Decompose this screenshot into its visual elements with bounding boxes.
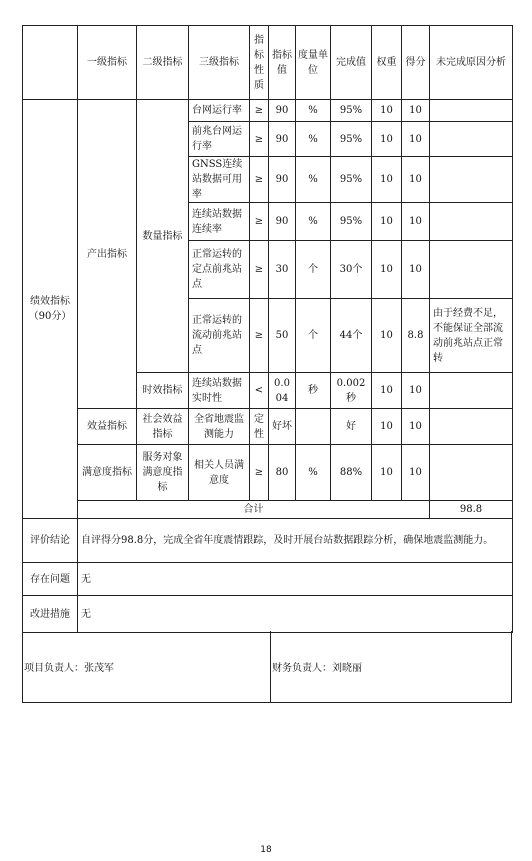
row-unit: % bbox=[296, 157, 331, 203]
signature-section bbox=[22, 631, 512, 703]
row-score: 10 bbox=[402, 241, 430, 299]
row-value: 90 bbox=[269, 203, 296, 241]
perf-indicator-cell bbox=[23, 100, 78, 519]
benefit-indicator-cell: 效益指标 bbox=[78, 409, 137, 445]
header-level2: 二级指标 bbox=[137, 26, 189, 100]
timeliness-indicator-cell: 时效指标 bbox=[137, 373, 189, 409]
row-name: 前兆台网运行率 bbox=[189, 122, 250, 157]
row-value: 80 bbox=[269, 445, 296, 501]
header-unit: 度量单位 bbox=[296, 26, 331, 100]
row-reason bbox=[430, 203, 513, 241]
table-row bbox=[23, 100, 513, 122]
row-unit bbox=[296, 409, 331, 445]
satisfaction-indicator-cell: 满意度指标 bbox=[78, 445, 137, 501]
row-unit: 秒 bbox=[296, 373, 331, 409]
finance-leader: 财务负责人：刘晓丽 bbox=[272, 663, 362, 674]
output-indicator-cell: 产出指标 bbox=[78, 100, 137, 409]
row-nature: ≥ bbox=[250, 445, 269, 501]
satisfaction-sub-cell: 服务对象满意度指标 bbox=[137, 445, 189, 501]
quantity-indicator-cell: 数量指标 bbox=[137, 100, 189, 373]
row-weight: 10 bbox=[372, 373, 402, 409]
problems-label: 存在问题 bbox=[23, 563, 78, 596]
row-actual: 0.002秒 bbox=[331, 373, 372, 409]
row-reason: 由于经费不足，不能保证全部流动前兆站点正常转 bbox=[430, 299, 513, 373]
row-nature: ≥ bbox=[250, 100, 269, 122]
problems-text: 无 bbox=[78, 563, 513, 596]
row-weight: 10 bbox=[372, 157, 402, 203]
header-level1: 一级指标 bbox=[78, 26, 137, 100]
row-weight: 10 bbox=[372, 241, 402, 299]
measures-row bbox=[23, 596, 513, 633]
row-reason bbox=[430, 100, 513, 122]
row-weight: 10 bbox=[372, 409, 402, 445]
row-weight: 10 bbox=[372, 445, 402, 501]
empty-corner-cell bbox=[23, 26, 78, 100]
row-name: 全省地震监测能力 bbox=[189, 409, 250, 445]
row-name: 台网运行率 bbox=[189, 100, 250, 122]
measures-label: 改进措施 bbox=[23, 596, 78, 633]
row-unit: % bbox=[296, 445, 331, 501]
row-unit: 个 bbox=[296, 241, 331, 299]
total-row bbox=[23, 501, 513, 519]
row-score: 10 bbox=[402, 100, 430, 122]
row-name: 相关人员满意度 bbox=[189, 445, 250, 501]
header-value: 指标值 bbox=[269, 26, 296, 100]
problems-row bbox=[23, 563, 513, 596]
row-score: 10 bbox=[402, 409, 430, 445]
row-weight: 10 bbox=[372, 299, 402, 373]
total-score: 98.8 bbox=[430, 501, 513, 519]
row-value: 好坏 bbox=[269, 409, 296, 445]
row-actual: 95% bbox=[331, 100, 372, 122]
perf-points: （90分） bbox=[28, 311, 72, 322]
header-weight: 权重 bbox=[372, 26, 402, 100]
row-actual: 95% bbox=[331, 203, 372, 241]
row-value: 90 bbox=[269, 122, 296, 157]
row-unit: % bbox=[296, 122, 331, 157]
row-name: GNSS连续站数据可用率 bbox=[189, 157, 250, 203]
measures-text: 无 bbox=[78, 596, 513, 633]
evaluation-label: 评价结论 bbox=[23, 519, 78, 563]
row-name: 正常运转的定点前兆站点 bbox=[189, 241, 250, 299]
signature-divider bbox=[270, 631, 271, 702]
row-score: 8.8 bbox=[402, 299, 430, 373]
header-score: 得分 bbox=[402, 26, 430, 100]
row-nature: ≥ bbox=[250, 122, 269, 157]
table-row bbox=[23, 445, 513, 501]
row-actual: 95% bbox=[331, 157, 372, 203]
row-unit: % bbox=[296, 203, 331, 241]
row-reason bbox=[430, 373, 513, 409]
row-nature: ≥ bbox=[250, 203, 269, 241]
row-nature: < bbox=[250, 373, 269, 409]
header-row bbox=[23, 26, 513, 100]
row-value: 0.004 bbox=[269, 373, 296, 409]
row-reason bbox=[430, 241, 513, 299]
row-score: 10 bbox=[402, 373, 430, 409]
header-nature: 指标性质 bbox=[250, 26, 269, 100]
row-nature: ≥ bbox=[250, 299, 269, 373]
row-name: 正常运转的流动前兆站点 bbox=[189, 299, 250, 373]
row-reason bbox=[430, 122, 513, 157]
project-leader: 项目负责人：张茂军 bbox=[24, 663, 114, 674]
header-reason: 未完成原因分析 bbox=[430, 26, 513, 100]
row-nature: 定性 bbox=[250, 409, 269, 445]
row-reason bbox=[430, 445, 513, 501]
row-nature: ≥ bbox=[250, 241, 269, 299]
header-level3: 三级指标 bbox=[189, 26, 250, 100]
table-row bbox=[23, 409, 513, 445]
row-score: 10 bbox=[402, 445, 430, 501]
row-weight: 10 bbox=[372, 100, 402, 122]
row-reason bbox=[430, 409, 513, 445]
row-actual: 30个 bbox=[331, 241, 372, 299]
row-weight: 10 bbox=[372, 122, 402, 157]
row-score: 10 bbox=[402, 157, 430, 203]
total-label: 合计 bbox=[78, 501, 430, 519]
page-number: 18 bbox=[260, 845, 272, 855]
row-value: 50 bbox=[269, 299, 296, 373]
row-value: 30 bbox=[269, 241, 296, 299]
row-actual: 88% bbox=[331, 445, 372, 501]
benefit-sub-cell: 社会效益指标 bbox=[137, 409, 189, 445]
row-actual: 好 bbox=[331, 409, 372, 445]
perf-label: 绩效指标 bbox=[30, 296, 70, 307]
row-actual: 44个 bbox=[331, 299, 372, 373]
row-unit: % bbox=[296, 100, 331, 122]
row-value: 90 bbox=[269, 100, 296, 122]
evaluation-text: 自评得分98.8分，完成全省年度震情跟踪，及时开展台站数据跟踪分析，确保地震监测能力。 bbox=[78, 519, 513, 563]
row-value: 90 bbox=[269, 157, 296, 203]
row-actual: 95% bbox=[331, 122, 372, 157]
row-weight: 10 bbox=[372, 203, 402, 241]
row-nature: ≥ bbox=[250, 157, 269, 203]
row-score: 10 bbox=[402, 203, 430, 241]
row-unit: 个 bbox=[296, 299, 331, 373]
row-name: 连续站数据连续率 bbox=[189, 203, 250, 241]
row-reason bbox=[430, 157, 513, 203]
evaluation-row bbox=[23, 519, 513, 563]
row-score: 10 bbox=[402, 122, 430, 157]
performance-table bbox=[22, 25, 513, 633]
row-name: 连续站数据实时性 bbox=[189, 373, 250, 409]
header-actual: 完成值 bbox=[331, 26, 372, 100]
